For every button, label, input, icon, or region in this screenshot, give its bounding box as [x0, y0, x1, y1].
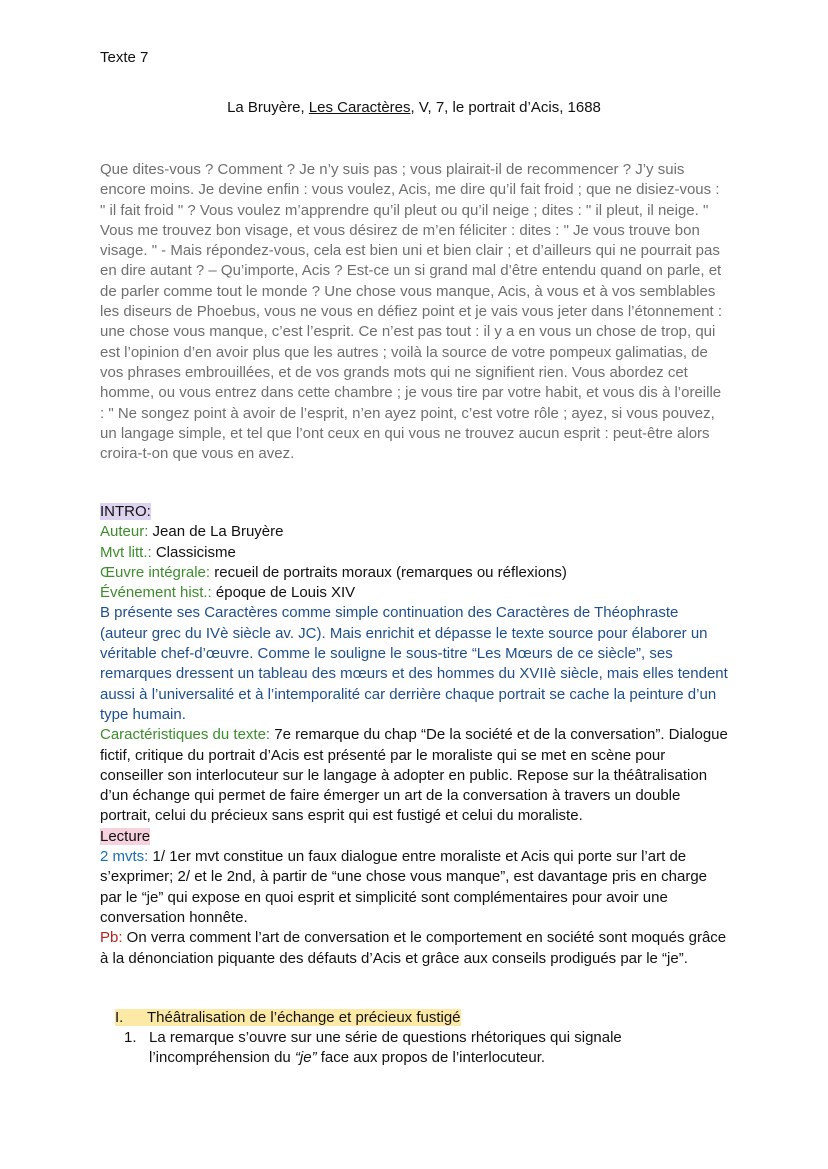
text-number-label: Texte 7: [100, 49, 149, 66]
outline-item-text: [149, 1028, 728, 1069]
context-paragraph: B présente ses Caractères comme simple continuation des Caractères de Théophraste (auteur grec du IVè siècle av. JC). Mais enrichit et dépasse le texte source pour élaborer un véritable chef-d’œuvre. Comme le souligne le sous-titre “Les Mœurs de ce siècle”, ses remarques dressent un tableau des mœurs et des hommes du XVIIè siècle, mais elles tendent aussi à l’universalité et à l’intemporalité car derrière chaque portrait se cache la peinture d’un type humain.: [100, 604, 728, 723]
author-value: Jean de La Bruyère: [148, 523, 284, 541]
author-line: [100, 522, 728, 542]
extract-paragraph: Que dites-vous ? Comment ? Je n’y suis pas ; vous plairait-il de recommencer ? J’y suis encore moins. Je devine enfin : vous voulez, Acis, me dire qu’il fait froid ; que ne disiez-vous : " il fait froid " ? Vous voulez m’apprendre qu’il pleut ou qu’il neige ; dites : " il pleut, il neige. " Vous me trouvez bon visage, et vous désirez de m’en féliciter : dites : " Je vous trouve bon visage. " - Mais répondez-vous, cela est bien uni et bien clair ; et d’ailleurs qui ne pourrait pas en dire autant ? – Qu’importe, Acis ? Est-ce un si grand mal d’être entendu quand on parle, et de parler comme tout le monde ? Une chose vous manque, Acis, à vous et à vos semblables les diseurs de Phoebus, vous ne vous en défiez point et je vais vous jeter dans l’étonnement : une chose vous manque, c’est l’esprit. Ce n’est pas tout : il y a en vous un chose de trop, qui est l’opinion d’en avoir plus que les autres ; voilà la source de votre pompeux galimatias, de vos phrases embrouillées, et de vos grands mots qui ne signifient rien. Vous abordez cet homme, ou vous entrez dans cette chambre ; je vous tire par votre habit, et vous dis à l’oreille : " Ne songez point à avoir de l’esprit, n’en ayez point, c’est votre rôle ; ayez, si vous pouvez, un langage simple, et tel que l’ont ceux en qui vous ne trouvez aucun esprit : peut-être alors croira-t-on que vous en avez.: [100, 161, 723, 463]
outline-text-before: La remarque s’ouvre sur une série de questions rhétoriques qui signale l’incompréhension du: [149, 1029, 622, 1067]
event-value: époque de Louis XIV: [211, 584, 356, 602]
intro-heading-line: [100, 502, 728, 522]
characteristics-paragraph: [100, 725, 728, 826]
problem-value: On verra comment l’art de conversation et le comportement en société sont moqués grâce à la dénonciation piquante des défauts d’Acis et grâce aux conseils prodigués par le “je”.: [100, 929, 727, 967]
problem-paragraph: [100, 928, 728, 969]
title-reference: , V, 7, le portrait d’Acis, 1688: [410, 99, 601, 116]
outline-text-after: face aux propos de l’interlocuteur.: [316, 1049, 546, 1067]
characteristics-label: Caractéristiques du texte:: [100, 726, 271, 744]
section-heading-highlight: [115, 1009, 461, 1026]
movements-paragraph: [100, 847, 728, 928]
movements-value: 1/ 1er mvt constitue un faux dialogue entre moraliste et Acis qui porte sur l’art de s’exprimer; 2/ et le 2nd, à partir de “une chose vous manque”, est davantage pris en charge par le “je” qui expose en quoi esprit et simplicité sont complémentaires pour avoir une conversation honnête.: [100, 848, 708, 926]
movement-line: [100, 543, 728, 563]
outline-text-italic: “je”: [294, 1049, 317, 1067]
movement-value: Classicisme: [151, 543, 236, 561]
reading-label: Lecture: [100, 827, 151, 845]
movements-label: 2 mvts:: [100, 848, 149, 866]
event-label: Événement hist.:: [100, 584, 212, 602]
title-work: Les Caractères: [308, 99, 411, 116]
section-number: I.: [115, 1009, 124, 1026]
movement-label: Mvt litt.:: [100, 543, 152, 561]
outline-item: [124, 1028, 728, 1069]
work-line: [100, 563, 728, 583]
intro-notes: [100, 502, 728, 969]
extract-text: [100, 160, 728, 464]
document-title: [0, 99, 828, 116]
characteristics-value: 7e remarque du chap “De la société et de la conversation”. Dialogue fictif, critique du portrait d’Acis est présenté par le moraliste qui se met en scène pour conseiller son interlocuteur sur le langage à adopter en public. Repose sur la théâtralisation d’un échange qui permet de faire émerger un art de la conversation à travers un double portrait, celui du précieux sans esprit qui est fustigé et celui du moraliste.: [100, 726, 728, 825]
reading-line: [100, 827, 728, 847]
work-value: recueil de portraits moraux (remarques ou réflexions): [210, 563, 567, 581]
event-line: [100, 583, 728, 603]
intro-heading: INTRO:: [100, 503, 151, 520]
outline-item-number: 1.: [124, 1029, 137, 1046]
title-author: La Bruyère,: [227, 99, 309, 116]
problem-label: Pb:: [100, 929, 123, 947]
section-title: Théâtralisation de l’échange et précieux fustigé: [147, 1009, 461, 1026]
work-label: Œuvre intégrale:: [100, 563, 211, 581]
author-label: Auteur:: [100, 523, 149, 541]
section-heading: [115, 1008, 728, 1028]
